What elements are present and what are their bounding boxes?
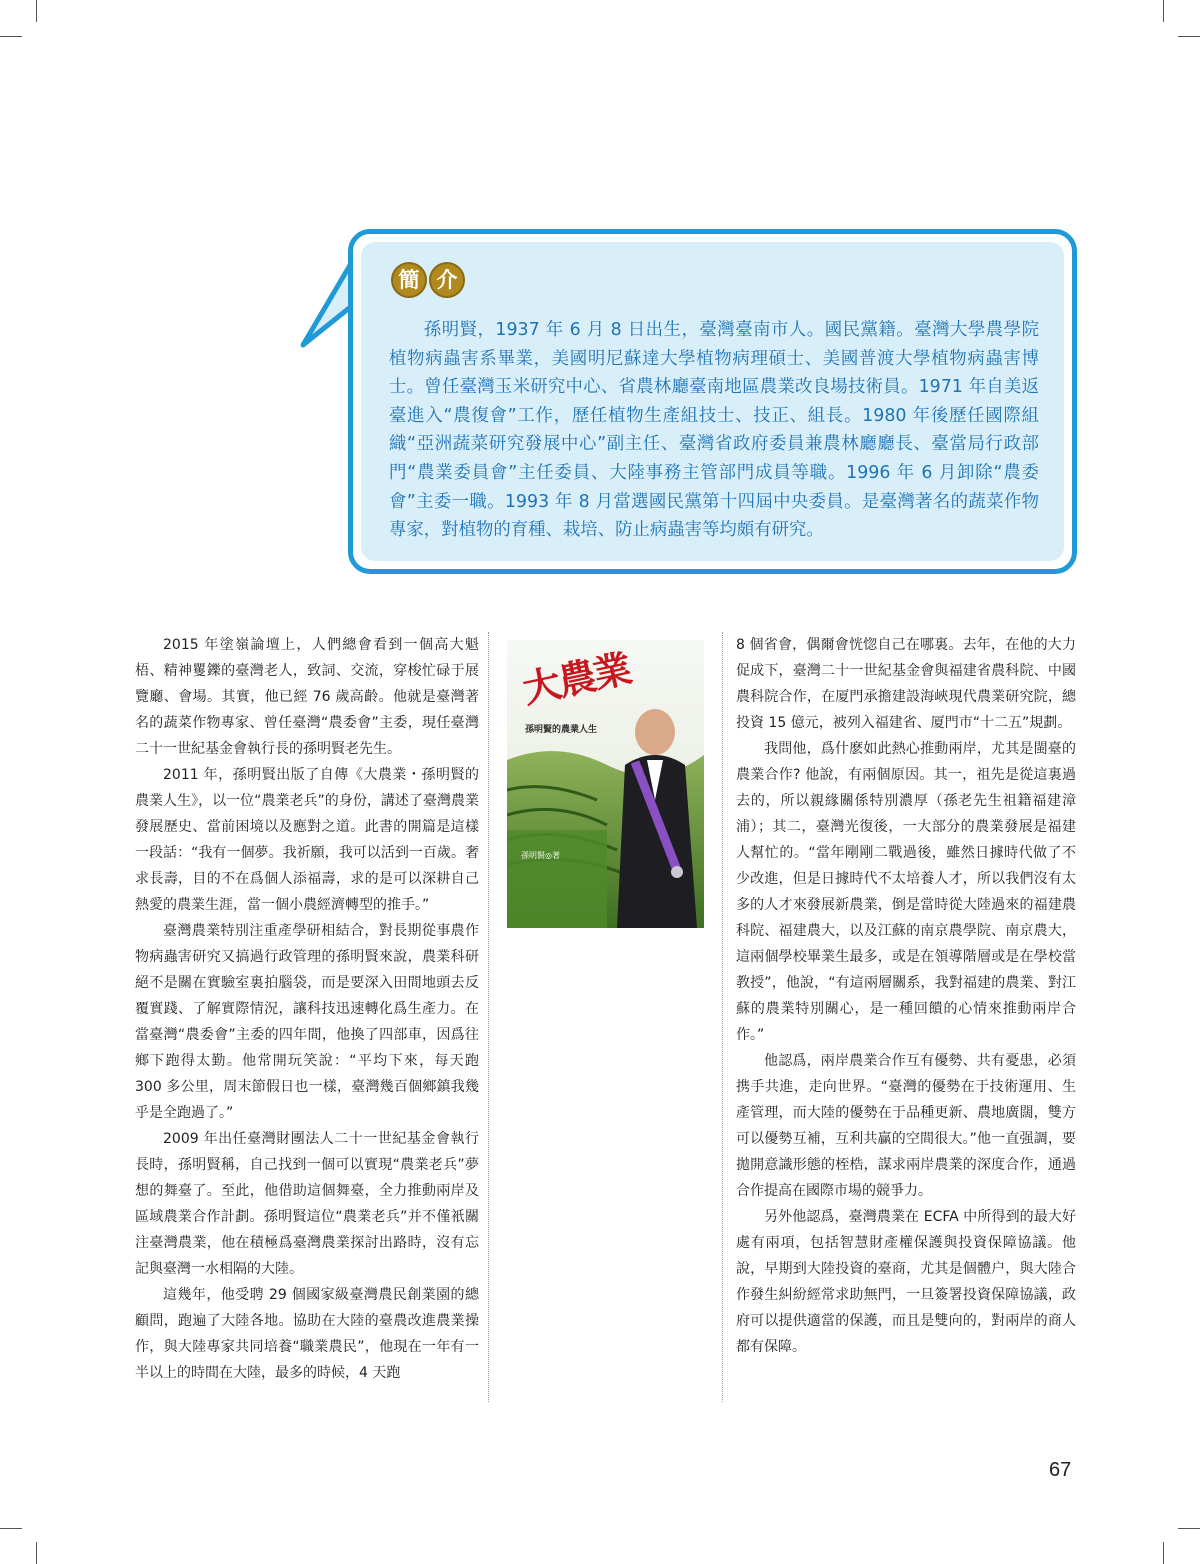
book-author: 孫明賢◎著 [521,851,560,860]
crop-mark [1178,36,1200,37]
intro-heading-char: 介 [429,262,465,298]
paragraph: 另外他認爲，臺灣農業在 ECFA 中所得到的最大好處有兩項，包括智慧財產權保護與投資保障協議。他說，早期到大陸投資的臺商，尤其是個體户，與大陸合作發生糾紛經常求助無門，一旦簽署投資保障協議，政府可以提供適當的保護，而且是雙向的，對兩岸的商人都有保障。 [736,1209,1076,1355]
column-divider [722,632,723,1402]
intro-heading-char: 簡 [391,262,427,298]
paragraph: 這幾年，他受聘 29 個國家級臺灣農民創業園的總顧問，跑遍了大陸各地。協助在大陸的臺農改進農業操作，與大陸專家共同培養“職業農民”，他現在一年有一半以上的時間在大陸，最多的時候，4 天跑 [135,1287,479,1381]
book-title: 大農業 [518,645,634,712]
paragraph: 臺灣農業特別注重產學研相結合，對長期從事農作物病蟲害研究又搞過行政管理的孫明賢來說，農業科研絕不是關在實驗室裏拍腦袋，而是要深入田間地頭去反覆實踐、了解實際情況，讓科技迅速轉化爲生產力。在當臺灣“農委會”主委的四年間，他換了四部車，因爲往鄉下跑得太勤。他常開玩笑說：“平均下來，每天跑 300 多公里，周末節假日也一樣，臺灣幾百個鄉鎮我幾乎是全跑過了。” [135,923,479,1121]
crop-mark [36,0,37,22]
book-cover-image [507,640,704,928]
crop-mark [1163,0,1164,22]
left-column [135,632,479,1386]
paragraph: 2009 年出任臺灣財團法人二十一世紀基金會執行長時，孫明賢稱，自己找到一個可以實現“農業老兵”夢想的舞臺了。至此，他借助這個舞臺，全力推動兩岸及區域農業合作計劃。孫明賢這位“農業老兵”并不僅衹關注臺灣農業，他在積極爲臺灣農業探討出路時，沒有忘記與臺灣一水相隔的大陸。 [135,1131,479,1277]
right-column [736,632,1076,1360]
crop-mark [1163,1542,1164,1564]
paragraph: 8 個省會，偶爾會恍惚自己在哪裏。去年，在他的大力促成下，臺灣二十一世紀基金會與福建省農科院、中國農科院合作，在厦門承擔建設海峽現代農業研究院，總投資 15 億元，被列入福建省、厦門市“十二五”規劃。 [736,637,1076,731]
paragraph: 我問他，爲什麽如此熱心推動兩岸，尤其是閩臺的農業合作? 他說，有兩個原因。其一，祖先是從這裏過去的，所以親緣關係特別濃厚（孫老先生祖籍福建漳浦）；其二，臺灣光復後，一大部分的農業發展是福建人幫忙的。“當年剛剛二戰過後，雖然日據時代做了不少改進，但是日據時代不太培養人才，所以我們沒有太多的人才來發展新農業，倒是當時從大陸過來的福建農科院、福建農大，以及江蘇的南京農學院、南京農大，這兩個學校畢業生最多，或是在領導階層或是在學校當教授”，他說，“有這兩層關系，我對福建的農業、對江蘇的農業特別關心，是一種回饋的心情來推動兩岸合作。” [736,741,1076,1043]
crop-mark [0,36,22,37]
paragraph: 2011 年，孫明賢出版了自傳《大農業・孫明賢的農業人生》，以一位“農業老兵”的身份，講述了臺灣農業發展歷史、當前困境以及應對之道。此書的開篇是這樣一段話：“我有一個夢。我祈願，我可以活到一百歲。奢求長壽，目的不在爲個人添福壽，求的是可以深耕自己熱愛的農業生涯，當一個小農經濟轉型的推手。” [135,767,479,913]
crop-mark [36,1542,37,1564]
intro-text: 孫明賢，1937 年 6 月 8 日出生，臺灣臺南市人。國民黨籍。臺灣大學農學院植物病蟲害系畢業，美國明尼蘇達大學植物病理碩士、美國普渡大學植物病蟲害博士。曾任臺灣玉米研究中心、省農林廳臺南地區農業改良場技術員。1971 年自美返臺進入“農復會”工作，歷任植物生產組技士、技正、組長。1980 年後歷任國際組織“亞洲蔬菜研究發展中心”副主任、臺灣省政府委員兼農林廳廳長、臺當局行政部門“農業委員會”主任委員、大陸事務主管部門成員等職。1996 年 6 月卸除“農委會”主委一職。1993 年 8 月當選國民黨第十四屆中央委員。是臺灣著名的蔬菜作物專家，對植物的育種、栽培、防止病蟲害等均頗有研究。 [389,320,1039,541]
intro-heading [391,262,465,298]
page-number: 67 [1049,1459,1072,1481]
book-subtitle: 孫明賢的農業人生 [525,725,598,735]
crop-mark [0,1528,22,1529]
paragraph: 他認爲，兩岸農業合作互有優勢、共有憂患，必須携手共進，走向世界。“臺灣的優勢在于技術運用、生產管理，而大陸的優勢在于品種更新、農地廣闊，雙方可以優勢互補，互利共贏的空間很大。”他一直强調，要拋開意識形態的桎梏，謀求兩岸農業的深度合作，通過合作提高在國際市場的競爭力。 [736,1053,1076,1199]
crop-mark [1178,1528,1200,1529]
paragraph: 2015 年塗嶺論壇上，人們總會看到一個高大魁梧、精神矍鑠的臺灣老人，致詞、交流，穿梭忙碌于展覽廳、會場。其實，他已經 76 歲高齡。他就是臺灣著名的蔬菜作物專家、曾任臺灣“農委會”主委，現任臺灣二十一世紀基金會執行長的孫明賢老先生。 [135,637,479,757]
column-divider [488,632,489,1402]
